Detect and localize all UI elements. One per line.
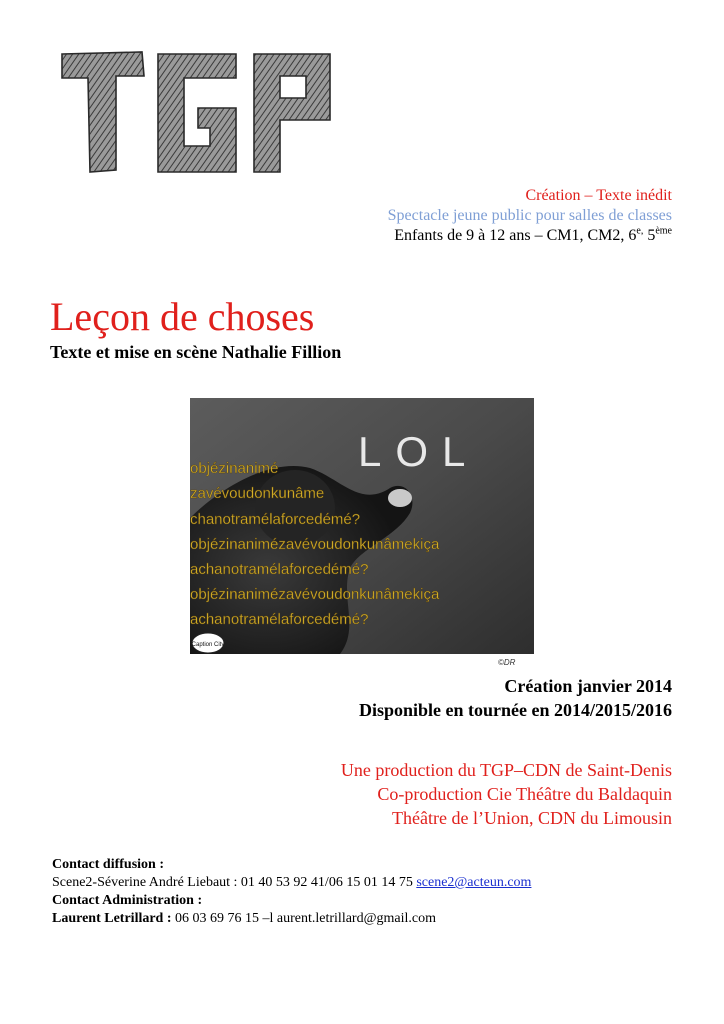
- coproduction-line: Co-production Cie Théâtre du Baldaquin: [377, 784, 672, 804]
- age-range: [388, 226, 672, 246]
- superscript-e: e,: [636, 225, 644, 237]
- page-subtitle: Texte et mise en scène Nathalie Fillion: [50, 342, 342, 362]
- intro-block: [388, 186, 672, 246]
- overlay-line: achanotramélaforcedémé?: [190, 611, 369, 628]
- superscript-eme: ème: [655, 225, 672, 237]
- production-credits: [341, 758, 672, 830]
- creation-date: Création janvier 2014: [504, 676, 672, 696]
- age-range-five: 5: [643, 227, 656, 244]
- overlay-line: achanotramélaforcedémé?: [190, 561, 369, 578]
- contact-diffusion-email-link[interactable]: scene2@acteun.com: [416, 875, 532, 890]
- overlay-line: chanotramélaforcedémé?: [190, 511, 361, 528]
- tgp-logo: [58, 48, 338, 176]
- overlay-line: objézinanimézavévoudonkunâmekiça: [190, 586, 440, 603]
- page-title: Leçon de choses: [50, 294, 315, 339]
- show-photo: [190, 398, 534, 654]
- contact-diffusion-line: [52, 874, 531, 892]
- contact-block: [52, 856, 531, 928]
- overlay-line: objézinanimé: [190, 460, 279, 477]
- audience-label: Spectacle jeune public pour salles de classes: [387, 207, 672, 224]
- contact-admin-line: [52, 910, 531, 928]
- contact-diffusion-text: Scene2-Séverine André Liebaut : 01 40 53 92 41/06 15 01 14 75: [52, 875, 413, 890]
- creation-label: Création – Texte inédit: [525, 187, 672, 204]
- age-range-text: Enfants de 9 à 12 ans – CM1, CM2, 6: [394, 227, 637, 244]
- overlay-line: zavévoudonkunâme: [190, 485, 325, 502]
- contact-admin-label: Contact Administration :: [52, 893, 203, 908]
- svg-text:Caption City: Caption City: [191, 642, 225, 648]
- board-lol-text: LOL: [358, 428, 480, 475]
- tour-dates: Disponible en tournée en 2014/2015/2016: [358, 700, 672, 720]
- contact-admin-name: Laurent Letrillard :: [52, 911, 172, 926]
- production-line: Une production du TGP–CDN de Saint-Denis: [340, 760, 672, 780]
- caption-city-badge: [192, 633, 225, 653]
- dates-block: [359, 674, 672, 722]
- photo-credit: ©DR: [498, 658, 516, 667]
- contact-admin-details: 06 03 69 76 15 –l aurent.letrillard@gmail.com: [171, 911, 436, 926]
- overlay-line: objézinanimézavévoudonkunâmekiça: [190, 536, 440, 553]
- coproduction-line: Théâtre de l’Union, CDN du Limousin: [392, 808, 672, 828]
- contact-diffusion-label: Contact diffusion :: [52, 857, 165, 872]
